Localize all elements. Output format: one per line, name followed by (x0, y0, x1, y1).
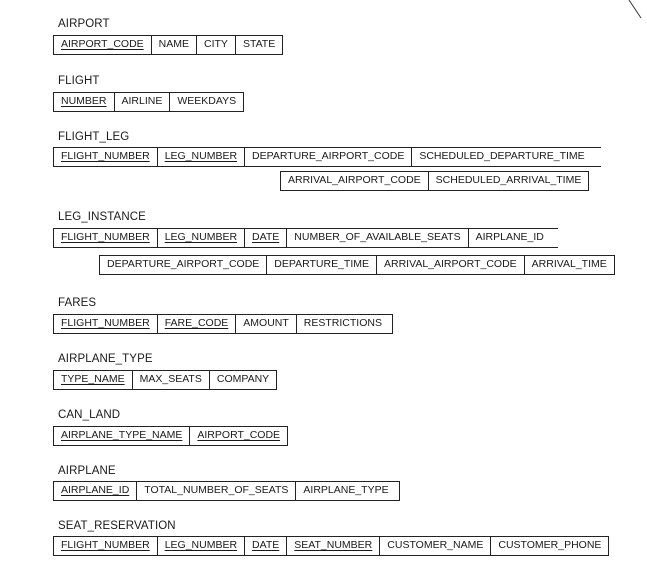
table-flight-leg-row2 (280, 171, 589, 191)
column-restrictions: RESTRICTIONS (296, 315, 392, 333)
column-leg-number: LEG_NUMBER (157, 537, 244, 555)
column-number: NUMBER (61, 95, 107, 107)
column-customer-phone: CUSTOMER_PHONE (490, 537, 608, 555)
table-title-can-land: CAN_LAND (58, 409, 121, 421)
column-arrival-time: ARRIVAL_TIME (524, 256, 614, 274)
column-fare-code: FARE_CODE (157, 315, 236, 333)
column-weekdays: WEEKDAYS (169, 93, 243, 111)
table-flight (53, 92, 244, 112)
column-date: DATE (244, 229, 286, 247)
column-flight-number: FLIGHT_NUMBER (61, 539, 150, 551)
column-airport-code: AIRPORT_CODE (61, 38, 144, 50)
table-title-fares: FARES (58, 297, 97, 309)
table-fares (53, 314, 393, 334)
table-title-airport: AIRPORT (58, 18, 110, 30)
column-scheduled-departure-time: SCHEDULED_DEPARTURE_TIME (411, 148, 600, 166)
table-airplane (53, 481, 400, 501)
table-leg-instance-row2 (99, 255, 615, 275)
column-airplane-id: AIRPLANE_ID (468, 229, 558, 247)
column-arrival-airport-code: ARRIVAL_AIRPORT_CODE (288, 174, 421, 186)
column-city: CITY (196, 36, 235, 54)
table-airport (53, 35, 283, 55)
table-airplane-type (53, 370, 277, 390)
column-airplane-id: AIRPLANE_ID (61, 484, 130, 496)
column-max-seats: MAX_SEATS (132, 371, 209, 389)
column-flight-number: FLIGHT_NUMBER (61, 317, 150, 329)
table-title-flight: FLIGHT (58, 75, 100, 87)
table-title-flight-leg: FLIGHT_LEG (58, 131, 130, 143)
table-seat-reservation (53, 536, 609, 556)
column-airport-code: AIRPORT_CODE (189, 427, 287, 445)
column-date: DATE (244, 537, 286, 555)
column-departure-airport-code: DEPARTURE_AIRPORT_CODE (107, 258, 260, 270)
table-leg-instance-row1 (53, 228, 558, 248)
column-departure-time: DEPARTURE_TIME (266, 256, 376, 274)
column-name: NAME (151, 36, 196, 54)
column-leg-number: LEG_NUMBER (157, 148, 244, 166)
column-total-number-of-seats: TOTAL_NUMBER_OF_SEATS (136, 482, 295, 500)
column-seat-number: SEAT_NUMBER (286, 537, 379, 555)
table-title-leg-instance: LEG_INSTANCE (58, 211, 146, 223)
column-departure-airport-code: DEPARTURE_AIRPORT_CODE (244, 148, 411, 166)
column-state: STATE (235, 36, 282, 54)
table-title-airplane: AIRPLANE (58, 465, 116, 477)
column-flight-number: FLIGHT_NUMBER (61, 231, 150, 243)
table-can-land (53, 426, 288, 446)
table-title-airplane-type: AIRPLANE_TYPE (58, 353, 153, 365)
column-arrival-airport-code: ARRIVAL_AIRPORT_CODE (376, 256, 524, 274)
column-type-name: TYPE_NAME (61, 373, 125, 385)
column-customer-name: CUSTOMER_NAME (379, 537, 490, 555)
table-title-seat-reservation: SEAT_RESERVATION (58, 520, 176, 532)
column-airplane-type: AIRPLANE_TYPE (295, 482, 398, 500)
table-flight-leg-row1 (53, 147, 601, 167)
column-airplane-type-name: AIRPLANE_TYPE_NAME (61, 429, 183, 441)
column-company: COMPANY (209, 371, 276, 389)
column-leg-number: LEG_NUMBER (157, 229, 244, 247)
column-number-of-available-seats: NUMBER_OF_AVAILABLE_SEATS (286, 229, 467, 247)
corner-mark (627, 0, 647, 20)
column-flight-number: FLIGHT_NUMBER (61, 150, 150, 162)
column-airline: AIRLINE (114, 93, 170, 111)
column-scheduled-arrival-time: SCHEDULED_ARRIVAL_TIME (428, 172, 589, 190)
column-amount: AMOUNT (235, 315, 296, 333)
